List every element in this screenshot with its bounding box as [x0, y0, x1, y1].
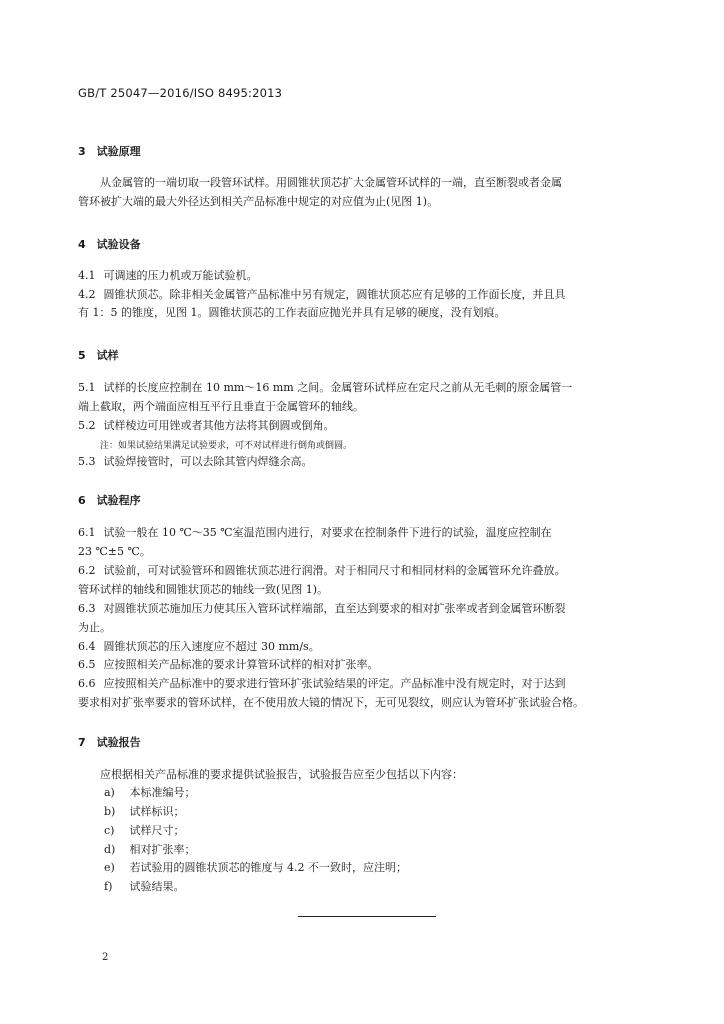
list-item-marker: d): [104, 843, 116, 856]
clause-number: 6.6: [78, 677, 96, 690]
section-7-intro: 应根据相关产品标准的要求提供试验报告，试验报告应至少包括以下内容：: [100, 768, 463, 781]
list-item-text: 本标准编号；: [129, 786, 196, 799]
list-item: [104, 786, 196, 800]
clause-6-2-line-2: 管环试样的轴线和圆锥状顶芯的轴线一致(见图 1)。: [78, 583, 329, 596]
clause-text: 试验一般在 10 ℃～35 ℃室温范围内进行，对要求在控制条件下进行的试验，温度应控制在: [103, 526, 552, 539]
clause-text: 试验前，可对试验管环和圆锥状顶芯进行润滑。对于相同尺寸和相同材料的金属管环允许叠放。: [103, 564, 566, 577]
clause-5-3: [78, 455, 313, 469]
section-3-title: 3 试验原理: [78, 145, 141, 158]
list-item-marker: b): [104, 805, 116, 818]
clause-text: 对圆锥状顶芯施加压力使其压入管环试样端部，直至达到要求的相对扩张率或者到金属管环断裂: [103, 602, 566, 615]
list-item-text: 试样尺寸；: [129, 824, 185, 837]
clause-number: 6.2: [78, 564, 96, 577]
clause-number: 4.2: [78, 288, 96, 301]
list-item-marker: f): [104, 880, 113, 893]
section-3-paragraph-line-1: 从金属管的一端切取一段管环试样。用圆锥状顶芯扩大金属管环试样的一端，直至断裂或者金属: [100, 176, 562, 189]
clause-6-6: [78, 677, 566, 691]
clause-text: 可调速的压力机或万能试验机。: [103, 269, 258, 282]
list-item: [104, 843, 196, 857]
clause-number: 5.1: [78, 381, 96, 394]
note: 注：如果试验结果满足试验要求，可不对试样进行倒角或倒圆。: [100, 441, 353, 451]
clause-6-3-line-2: 为止。: [78, 621, 111, 634]
clause-6-1-line-2: 23 ℃±5 ℃。: [78, 545, 151, 558]
clause-6-1: [78, 526, 552, 540]
clause-text: 应按照相关产品标准的要求计算管环试样的相对扩张率。: [103, 658, 379, 671]
list-item-text: 相对扩张率；: [129, 843, 196, 856]
list-item: [104, 824, 185, 838]
clause-number: 6.3: [78, 602, 96, 615]
clause-4-2: [78, 288, 566, 302]
clause-text: 试验焊接管时，可以去除其管内焊缝余高。: [103, 455, 313, 468]
standard-header: GB/T 25047—2016/ISO 8495:2013: [78, 86, 283, 100]
clause-text: 应按照相关产品标准中的要求进行管环扩张试验结果的评定。产品标准中没有规定时，对于达到: [103, 677, 566, 690]
clause-6-5: [78, 658, 379, 672]
clause-number: 6.4: [78, 640, 96, 653]
clause-number: 4.1: [78, 269, 96, 282]
page-number: 2: [102, 952, 109, 963]
section-7-title: 7 试验报告: [78, 736, 141, 749]
clause-number: 6.1: [78, 526, 96, 539]
clause-text: 试样的长度应控制在 10 mm～16 mm 之间。金属管环试样应在定尺之前从无毛刺的原金属管一: [103, 381, 573, 394]
clause-text: 试样棱边可用锉或者其他方法将其倒圆或倒角。: [103, 419, 335, 432]
clause-5-2: [78, 419, 335, 433]
list-item-text: 试样标识；: [129, 805, 185, 818]
list-item-marker: a): [104, 786, 115, 799]
section-3-paragraph-line-2: 管环被扩大端的最大外径达到相关产品标准中规定的对应值为止(见图 1)。: [78, 195, 439, 208]
clause-number: 5.2: [78, 419, 96, 432]
clause-6-4: [78, 640, 320, 654]
list-item: [104, 805, 185, 819]
clause-5-1: [78, 381, 572, 395]
list-item: [104, 861, 407, 875]
section-6-title: 6 试验程序: [78, 494, 141, 507]
list-item: [104, 880, 185, 894]
list-item-text: 若试验用的圆锥状顶芯的锥度与 4.2 不一致时，应注明；: [129, 861, 407, 874]
section-4-title: 4 试验设备: [78, 238, 141, 251]
clause-number: 5.3: [78, 455, 96, 468]
list-item-marker: e): [104, 861, 115, 874]
section-5-title: 5 试样: [78, 349, 119, 362]
clause-5-1-line-2: 端上截取，两个端面应相互平行且垂直于金属管环的轴线。: [78, 400, 364, 413]
clause-number: 6.5: [78, 658, 96, 671]
clause-6-3: [78, 602, 566, 616]
clause-6-2: [78, 564, 566, 578]
list-item-text: 试验结果。: [129, 880, 185, 893]
list-item-marker: c): [104, 824, 115, 837]
clause-4-1: [78, 269, 258, 283]
clause-4-2-line-2: 有 1：5 的锥度，见图 1。圆锥状顶芯的工作表面应抛光并具有足够的硬度，没有划痕。: [78, 306, 506, 319]
clause-text: 圆锥状顶芯的压入速度应不超过 30 mm/s。: [103, 640, 320, 653]
clause-text: 圆锥状顶芯。除非相关金属管产品标准中另有规定，圆锥状顶芯应有足够的工作面长度，并且具: [103, 288, 566, 301]
end-rule: [298, 916, 436, 917]
clause-6-6-line-2: 要求相对扩张率要求的管环试样，在不使用放大镜的情况下，无可见裂纹，则应认为管环扩张试验合格。: [78, 696, 584, 709]
